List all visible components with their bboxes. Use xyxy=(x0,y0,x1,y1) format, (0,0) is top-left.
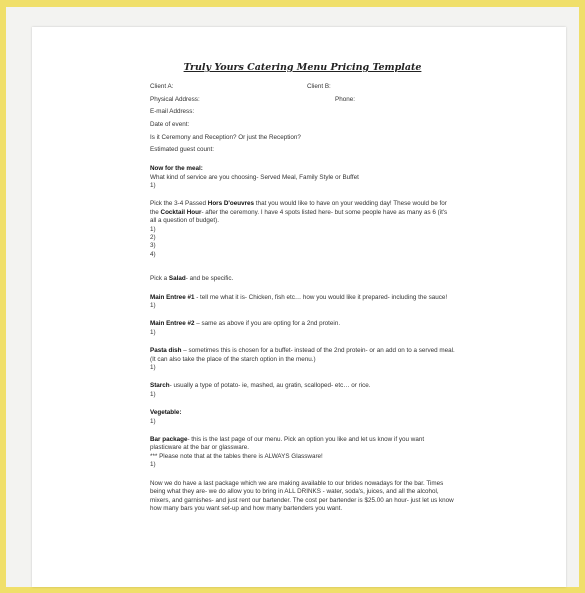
document-body xyxy=(150,83,455,513)
guests-row xyxy=(150,146,455,159)
hors-doeuvres-section: Pick the 3-4 Passed Hors D'oeuvres that you would like to have on your wedding day! These would be for the Cocktail Hour- after the ceremony. I have 4 spots listed here- but some people have as many as 6 (it's all a question of budget). 1) 2) 3) 4) xyxy=(150,200,448,258)
pasta-item: 1) xyxy=(150,364,156,372)
meal-heading: Now for the meal: xyxy=(150,165,203,173)
date-row xyxy=(150,121,455,134)
starch-section: Starch- usually a type of potato- ie, mashed, au gratin, scalloped- etc… or rice. 1) xyxy=(150,382,371,398)
document-title: Truly Yours Catering Menu Pricing Template xyxy=(183,62,422,73)
vegetable-item: 1) xyxy=(150,417,156,425)
client-row xyxy=(150,83,455,96)
hors-item-4: 4) xyxy=(150,250,156,258)
vegetable-section xyxy=(150,409,455,426)
hors-item-3: 3) xyxy=(150,242,156,250)
pasta-section: Pasta dish – sometimes this is chosen for a buffet- instead of the 2nd protein- or an add on to a served meal. (It can also take the place of the starch option in the menu.) 1) xyxy=(150,347,455,372)
ceremony-label: Is it Ceremony and Reception? Or just the Reception? xyxy=(150,133,301,141)
bar-note: *** Please note that at the tables there is ALWAYS Glassware! xyxy=(150,452,323,460)
email-row xyxy=(150,108,455,121)
date-label: Date of event: xyxy=(150,121,190,129)
vegetable-heading: Vegetable: xyxy=(150,409,182,417)
meal-section xyxy=(150,165,455,190)
starch-item: 1) xyxy=(150,390,156,398)
entree-1-item: 1) xyxy=(150,302,156,309)
entree-1-section: Main Entree #1 - tell me what it is- Chicken, fish etc… how you would like it prepared- including the sauce! 1) xyxy=(150,293,448,309)
bar-package-section: Bar package- this is the last page of our menu. Pick an option you like and let us know if you want plasticware at the bar or glassware. *** Please note that at the tables there is ALWAYS Glassware! 1) xyxy=(150,436,425,469)
physical-address-label: Physical Address: xyxy=(150,95,200,103)
meal-question: What kind of service are you choosing- Served Meal, Family Style or Buffet xyxy=(150,173,359,181)
salad-section: Pick a Salad- and be specific. xyxy=(150,275,234,283)
phone-label: Phone: xyxy=(335,95,355,103)
email-label: E-mail Address: xyxy=(150,108,195,116)
address-row xyxy=(150,96,455,109)
last-package-section: Now we do have a last package which we are making available to our brides nowadays for the bar. Times being what they are- we do allow you to bring in ALL DRINKS - water, soda's, juices, and all the alcohol, mixers, and garnishes- and just rent our bartender. The cost per bartender is $25.00 an hour- just let us know how many bars you want set-up and how many bartenders you want. xyxy=(150,479,454,512)
client-b-label: Client B: xyxy=(307,83,331,90)
guest-count-label: Estimated guest count: xyxy=(150,146,215,154)
entree-2-section: Main Entree #2 – same as above if you are opting for a 2nd protein. 1) xyxy=(150,320,341,336)
bar-item: 1) xyxy=(150,461,156,469)
client-a-label: Client A: xyxy=(150,83,174,90)
ceremony-row xyxy=(150,134,455,147)
entree-2-item: 1) xyxy=(150,328,156,336)
meal-item-1: 1) xyxy=(150,181,156,189)
hors-item-2: 2) xyxy=(150,233,156,241)
hors-item-1: 1) xyxy=(150,225,156,233)
